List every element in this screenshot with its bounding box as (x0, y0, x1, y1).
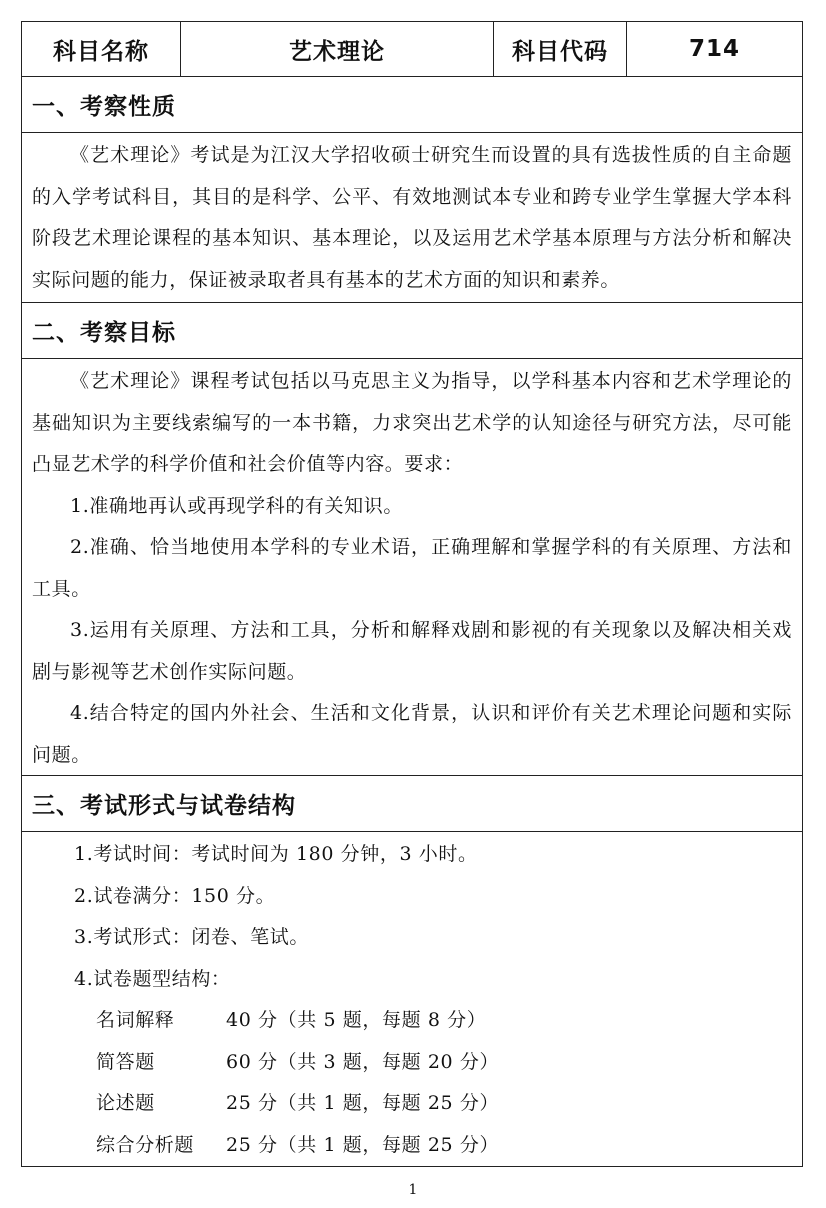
subject-name-label: 科目名称 (22, 22, 181, 76)
section-title-exam-format: 三、考试形式与试卷结构 (22, 776, 802, 832)
question-type-detail: 60 分（共 3 题，每题 20 分） (226, 1050, 500, 1073)
format-item: 3.考试形式：闭卷、笔试。 (74, 926, 309, 948)
requirement-item: 4.结合特定的国内外社会、生活和文化背景，认识和评价有关艺术理论问题和实际问题。 (32, 702, 792, 766)
section-body-exam-format (22, 832, 802, 1166)
requirement-item: 3.运用有关原理、方法和工具，分析和解释戏剧和影视的有关现象以及解决相关戏剧与影视等艺术创作实际问题。 (32, 619, 792, 683)
question-type-name: 简答题 (96, 1050, 155, 1073)
page-number: 1 (408, 1182, 418, 1198)
question-type-detail: 40 分（共 5 题，每题 8 分） (226, 1009, 487, 1031)
section-body-objectives (22, 359, 802, 776)
question-type-row (32, 1000, 792, 1042)
question-type-detail: 25 分（共 1 题，每题 25 分） (226, 1133, 500, 1156)
section-title-nature: 一、考察性质 (22, 77, 802, 133)
subject-code-label: 科目代码 (494, 22, 627, 76)
header-row (22, 22, 802, 77)
question-type-row (32, 1125, 792, 1167)
format-item: 2.试卷满分：150 分。 (74, 884, 276, 907)
subject-name-value: 艺术理论 (181, 22, 494, 76)
question-type-name: 综合分析题 (96, 1133, 195, 1156)
question-type-row (32, 1042, 792, 1084)
requirement-item: 2.准确、恰当地使用本学科的专业术语，正确理解和掌握学科的有关原理、方法和工具。 (32, 536, 792, 600)
section-title-objectives: 二、考察目标 (22, 303, 802, 359)
question-type-detail: 25 分（共 1 题，每题 25 分） (226, 1092, 500, 1114)
paragraph: 《艺术理论》课程考试包括以马克思主义为指导，以学科基本内容和艺术学理论的基础知识为主要线索编写的一本书籍，力求突出艺术学的认知途径与研究方法，尽可能凸显艺术学的科学价值和社会价值等内容。要求： (32, 370, 792, 475)
subject-code-value: 714 (688, 36, 740, 62)
question-type-name: 名词解释 (96, 1009, 175, 1031)
paragraph: 《艺术理论》考试是为江汉大学招收硕士研究生而设置的具有选拔性质的自主命题的入学考试科目，其目的是科学、公平、有效地测试本专业和跨专业学生掌握大学本科阶段艺术理论课程的基本知识、基本理论，以及运用艺术学基本原理与方法分析和解决实际问题的能力，保证被录取者具有基本的艺术方面的知识和素养。 (32, 144, 792, 291)
exam-outline-table (21, 21, 803, 1167)
question-type-row (32, 1083, 792, 1125)
format-item: 1.考试时间：考试时间为 180 分钟，3 小时。 (74, 843, 478, 865)
format-item: 4.试卷题型结构： (74, 967, 231, 990)
section-body-nature (22, 133, 802, 303)
question-type-name: 论述题 (96, 1092, 155, 1114)
requirement-item: 1.准确地再认或再现学科的有关知识。 (70, 494, 403, 517)
